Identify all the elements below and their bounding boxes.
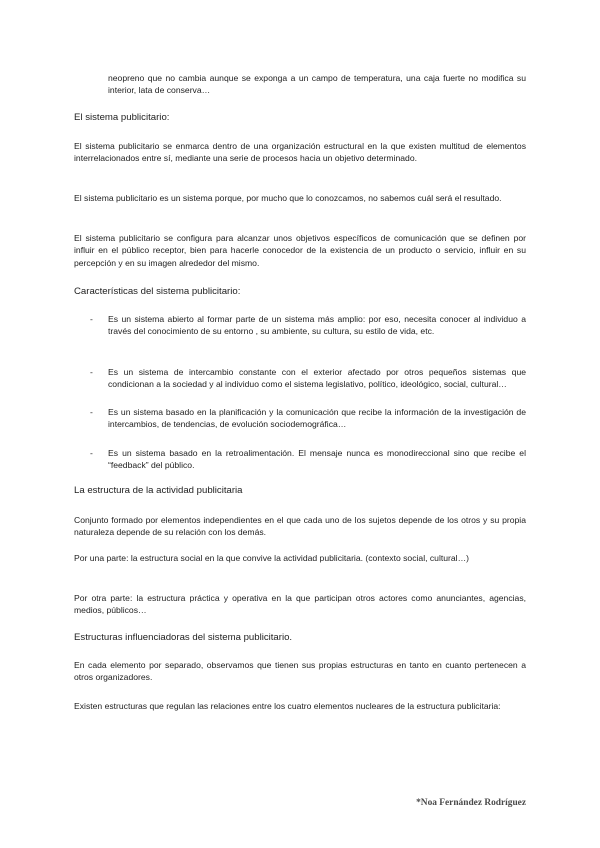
list-bullet: - <box>90 367 93 377</box>
paragraph: Existen estructuras que regulan las relaciones entre los cuatro elementos nucleares de la estructura publicitaria: <box>74 701 501 711</box>
list-bullet: - <box>90 448 93 458</box>
paragraph: El sistema publicitario se enmarca dentro de una organización estructural en la que existen multitud de elementos interrelacionados entre sí, mediante una serie de procesos hacia un objetivo determinado. <box>74 141 526 164</box>
paragraph: Por otra parte: la estructura práctica y operativa en la que participan otros actores como anunciantes, agencias, medios, públicos… <box>74 593 526 616</box>
paragraph: Conjunto formado por elementos independientes en el que cada uno de los sujetos depende de los otros y su propia naturaleza depende de su relación con los demás. <box>74 515 526 538</box>
list-item: Es un sistema abierto al formar parte de un sistema más amplio: por eso, necesita conocer al individuo a través del conocimiento de su entorno , su ambiente, su cultura, su estilo de vida, etc. <box>108 314 526 337</box>
list-item: Es un sistema basado en la retroalimentación. El mensaje nunca es monodireccional sino que recibe el “feedback” del público. <box>108 448 526 471</box>
section-heading-estructuras-influenciadoras: Estructuras influenciadoras del sistema publicitario. <box>74 632 293 643</box>
intro-continuation: neopreno que no cambia aunque se exponga a un campo de temperatura, una caja fuerte no modifica su interior, lata de conserva… <box>108 73 526 96</box>
section-heading-sistema-publicitario: El sistema publicitario: <box>74 112 170 123</box>
section-heading-estructura: La estructura de la actividad publicitaria <box>74 485 243 496</box>
paragraph: El sistema publicitario es un sistema porque, por mucho que lo conozcamos, no sabemos cuál será el resultado. <box>74 193 502 203</box>
paragraph: Por una parte: la estructura social en la que convive la actividad publicitaria. (contexto social, cultural…) <box>74 553 470 563</box>
section-heading-caracteristicas: Características del sistema publicitario: <box>74 286 241 297</box>
list-item: Es un sistema basado en la planificación y la comunicación que recibe la información de la investigación de intercambios, de tendencias, de evolución sociodemográfica… <box>108 407 526 430</box>
paragraph: El sistema publicitario se configura para alcanzar unos objetivos específicos de comunicación que se definen por influir en el público receptor, bien para hacerle conocedor de la existencia de un producto o servicio, influir en su percepción y en su imagen alrededor del mismo. <box>74 233 526 268</box>
list-item: Es un sistema de intercambio constante con el exterior afectado por otros pequeños sistemas que condicionan a la sociedad y al individuo como el sistema legislativo, político, ideológico, social, cultural… <box>108 367 526 390</box>
list-bullet: - <box>90 314 93 324</box>
footer-author: *Noa Fernández Rodríguez <box>416 798 526 808</box>
paragraph: En cada elemento por separado, observamos que tienen sus propias estructuras en tanto en cuanto pertenecen a otros organizadores. <box>74 660 526 683</box>
list-bullet: - <box>90 407 93 417</box>
